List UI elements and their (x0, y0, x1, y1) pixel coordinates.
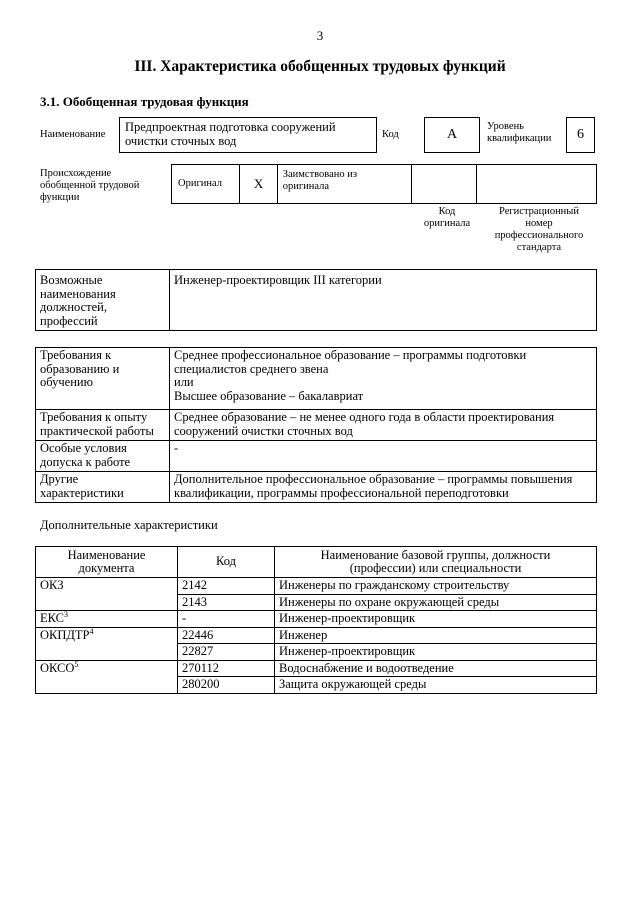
function-name-line1: Предпроектная подготовка сооружений (125, 120, 336, 134)
table-row (36, 627, 597, 644)
code-value-box: A (424, 117, 480, 153)
requirement-label-line2: характеристики (40, 485, 124, 500)
code-cell: 2143 (178, 594, 275, 611)
name-cell: Инженеры по охране окружающей среды (275, 594, 597, 611)
code-cell: 22827 (178, 644, 275, 661)
header-name (275, 547, 597, 578)
reg-number-caption (481, 206, 597, 254)
doc-cell (36, 611, 178, 628)
requirement-label-line1: Особые условия (40, 441, 127, 455)
table-row (36, 611, 597, 628)
positions-label-line2: наименования (40, 286, 116, 301)
subsection-title: 3.1. Обобщенная трудовая функция (40, 94, 249, 109)
reg-line3: профессионального (494, 230, 584, 241)
original-mark: X (240, 165, 277, 204)
footnote-ref: 4 (89, 626, 94, 636)
borrowed-line1: Заимствовано из (282, 169, 358, 180)
borrowed-label (277, 165, 411, 204)
requirement-value-line2: специалистов среднего звена (174, 361, 329, 376)
requirement-value-line2: сооружений очистки сточных вод (174, 423, 353, 438)
doc-name: ОКПДТР (40, 627, 90, 642)
borrowed-line2: оригинала (282, 181, 330, 192)
function-name-line2: очистки сточных вод (125, 134, 237, 148)
reg-line2: номер (525, 218, 553, 229)
positions-table (35, 269, 597, 331)
requirement-label-line1: Требования к опыту (40, 410, 148, 424)
doc-name: ЕКС (40, 611, 64, 625)
doc-cell (36, 578, 178, 611)
level-label-line2: квалификации (487, 133, 552, 144)
doc-cell (36, 660, 178, 693)
additional-header-row (36, 547, 597, 578)
header-name-line2: (профессии) или специальности (349, 561, 522, 575)
origin-label-line3: функции (40, 192, 80, 203)
footnote-ref: 3 (64, 609, 68, 619)
reg-line1: Регистрационный (499, 206, 579, 217)
function-name-label: Наименование (40, 129, 106, 140)
requirement-value-line1: Дополнительное профессиональное образование – программы повышения (174, 472, 573, 486)
requirement-value-line2: квалификации, программы профессиональной переподготовки (174, 485, 509, 500)
positions-label-line4: профессий (40, 313, 98, 328)
level-label-line1: Уровень (487, 121, 524, 132)
header-doc-line2: документа (78, 561, 135, 575)
header-doc-line1: Наименование (67, 547, 146, 562)
level-value-box: 6 (566, 117, 595, 153)
requirement-label-line1: Другие (40, 472, 79, 486)
origin-table (171, 164, 597, 204)
requirement-label-line2: допуска к работе (40, 454, 131, 469)
name-cell: Инженеры по гражданскому строительству (275, 578, 597, 595)
positions-label-line3: должностей, (40, 300, 107, 314)
requirement-label (36, 348, 170, 410)
code-cell: 22446 (178, 627, 275, 644)
requirement-row-other (36, 472, 597, 503)
requirement-label (36, 472, 170, 503)
table-row (36, 660, 597, 677)
code-original-cell (411, 165, 476, 204)
table-row (36, 578, 597, 595)
requirement-label-line2: практической работы (40, 423, 154, 438)
doc-cell (36, 627, 178, 660)
requirement-value (170, 410, 597, 441)
header-name-line1: Наименование базовой группы, должности (320, 547, 551, 562)
requirement-row-experience (36, 410, 597, 441)
requirement-row-special-conditions (36, 441, 597, 472)
code-cell: 280200 (178, 677, 275, 694)
requirement-value-line1: Среднее образование – не менее одного года в области проектирования (174, 410, 555, 424)
requirement-value (170, 441, 597, 472)
requirement-value-line3: или (174, 375, 194, 389)
function-name-box (119, 117, 377, 153)
name-cell: Инженер-проектировщик (275, 644, 597, 661)
requirement-value-line4: Высшее образование – бакалавриат (174, 388, 364, 403)
origin-label-line1: Происхождение (40, 168, 112, 179)
name-cell: Защита окружающей среды (275, 677, 597, 694)
code-cell: - (178, 611, 275, 628)
code-original-line1: Код (438, 206, 456, 217)
requirement-label-line3: обучению (40, 375, 93, 389)
name-cell: Водоснабжение и водоотведение (275, 660, 597, 677)
requirement-value-line1: Среднее профессиональное образование – программы подготовки (174, 348, 527, 362)
original-label: Оригинал (172, 165, 240, 204)
header-doc (36, 547, 178, 578)
requirement-label-line2: образованию и (40, 361, 120, 376)
name-cell: Инженер (275, 627, 597, 644)
code-cell: 2142 (178, 578, 275, 595)
positions-label-line1: Возможные (40, 273, 103, 287)
footnote-ref: 5 (74, 659, 79, 669)
origin-label (40, 168, 139, 204)
header-code: Код (178, 547, 275, 578)
positions-value: Инженер-проектировщик III категории (170, 270, 597, 331)
requirement-value (170, 348, 597, 410)
requirement-label (36, 410, 170, 441)
code-cell: 270112 (178, 660, 275, 677)
origin-label-line2: обобщенной трудовой (40, 180, 140, 191)
code-original-caption (415, 206, 479, 230)
requirements-table (35, 347, 597, 503)
doc-name: ОКЗ (40, 578, 64, 592)
requirement-value (170, 472, 597, 503)
section-title: III. Характеристика обобщенных трудовых функций (134, 58, 506, 75)
requirement-label-line1: Требования к (40, 348, 112, 362)
requirement-label (36, 441, 170, 472)
reg-number-cell (477, 165, 597, 204)
additional-title: Дополнительные характеристики (40, 518, 218, 532)
positions-label (36, 270, 170, 331)
code-label: Код (382, 129, 399, 140)
doc-name: ОКСО (40, 660, 75, 675)
additional-table (35, 546, 597, 694)
requirement-value-line1: - (174, 441, 179, 455)
name-cell: Инженер-проектировщик (275, 611, 597, 628)
reg-line4: стандарта (516, 242, 562, 253)
page-number: 3 (316, 28, 324, 43)
code-original-line2: оригинала (423, 218, 471, 229)
requirement-row-education (36, 348, 597, 410)
level-label (487, 121, 551, 145)
